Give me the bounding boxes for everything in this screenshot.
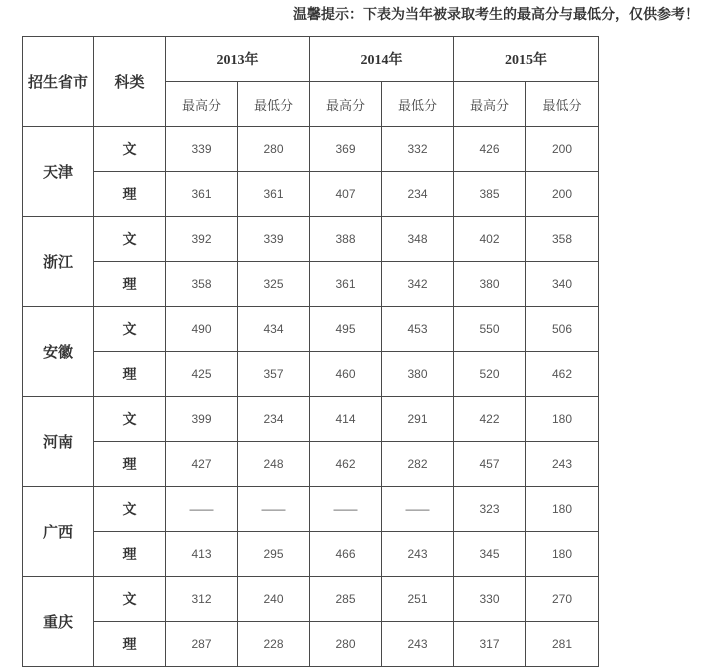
category-cell: 理 xyxy=(94,352,166,397)
max-score-cell: 361 xyxy=(310,262,382,307)
max-score-cell: 358 xyxy=(166,262,238,307)
province-cell: 重庆 xyxy=(23,577,94,667)
min-score-cell: 243 xyxy=(526,442,599,487)
min-score-cell: 342 xyxy=(382,262,454,307)
min-score-cell: 234 xyxy=(238,397,310,442)
max-score-cell: 520 xyxy=(454,352,526,397)
min-score-cell: —— xyxy=(238,487,310,532)
max-score-cell: 490 xyxy=(166,307,238,352)
min-score-cell: 243 xyxy=(382,532,454,577)
table-row xyxy=(23,442,599,487)
max-score-cell: 317 xyxy=(454,622,526,667)
max-score-cell: 312 xyxy=(166,577,238,622)
min-score-cell: 200 xyxy=(526,172,599,217)
table-row xyxy=(23,532,599,577)
min-score-cell: 340 xyxy=(526,262,599,307)
table-row xyxy=(23,352,599,397)
max-score-cell: —— xyxy=(310,487,382,532)
notice-text: 温馨提示：下表为当年被录取考生的最高分与最低分，仅供参考！ xyxy=(293,7,699,23)
min-score-cell: 357 xyxy=(238,352,310,397)
category-cell: 文 xyxy=(94,217,166,262)
min-score-cell: 251 xyxy=(382,577,454,622)
min-score-cell: 243 xyxy=(382,622,454,667)
max-score-cell: 427 xyxy=(166,442,238,487)
max-score-cell: 550 xyxy=(454,307,526,352)
table-row xyxy=(23,622,599,667)
min-score-cell: 291 xyxy=(382,397,454,442)
header-year-2013: 2013年 xyxy=(166,37,310,82)
category-cell: 理 xyxy=(94,622,166,667)
min-score-cell: 270 xyxy=(526,577,599,622)
max-score-cell: 495 xyxy=(310,307,382,352)
admission-scores-table xyxy=(22,36,599,667)
min-score-cell: 358 xyxy=(526,217,599,262)
min-score-cell: —— xyxy=(382,487,454,532)
min-score-cell: 462 xyxy=(526,352,599,397)
min-score-cell: 361 xyxy=(238,172,310,217)
max-score-cell: 385 xyxy=(454,172,526,217)
min-score-cell: 295 xyxy=(238,532,310,577)
max-score-cell: 422 xyxy=(454,397,526,442)
table-row xyxy=(23,487,599,532)
max-score-cell: 402 xyxy=(454,217,526,262)
category-cell: 文 xyxy=(94,577,166,622)
max-score-cell: 369 xyxy=(310,127,382,172)
category-cell: 理 xyxy=(94,172,166,217)
min-score-cell: 506 xyxy=(526,307,599,352)
category-cell: 文 xyxy=(94,127,166,172)
category-cell: 文 xyxy=(94,397,166,442)
table-row xyxy=(23,577,599,622)
header-min: 最低分 xyxy=(526,82,599,127)
province-cell: 浙江 xyxy=(23,217,94,307)
max-score-cell: 361 xyxy=(166,172,238,217)
max-score-cell: 413 xyxy=(166,532,238,577)
max-score-cell: 330 xyxy=(454,577,526,622)
header-max: 最高分 xyxy=(166,82,238,127)
table-row xyxy=(23,127,599,172)
category-cell: 理 xyxy=(94,442,166,487)
table-row xyxy=(23,307,599,352)
header-min: 最低分 xyxy=(382,82,454,127)
header-min: 最低分 xyxy=(238,82,310,127)
min-score-cell: 332 xyxy=(382,127,454,172)
max-score-cell: 287 xyxy=(166,622,238,667)
max-score-cell: 339 xyxy=(166,127,238,172)
max-score-cell: 392 xyxy=(166,217,238,262)
max-score-cell: 380 xyxy=(454,262,526,307)
min-score-cell: 180 xyxy=(526,487,599,532)
max-score-cell: 426 xyxy=(454,127,526,172)
min-score-cell: 228 xyxy=(238,622,310,667)
min-score-cell: 248 xyxy=(238,442,310,487)
table-row xyxy=(23,172,599,217)
max-score-cell: —— xyxy=(166,487,238,532)
category-cell: 文 xyxy=(94,487,166,532)
table-row xyxy=(23,217,599,262)
max-score-cell: 462 xyxy=(310,442,382,487)
table-row xyxy=(23,397,599,442)
min-score-cell: 339 xyxy=(238,217,310,262)
min-score-cell: 234 xyxy=(382,172,454,217)
min-score-cell: 325 xyxy=(238,262,310,307)
max-score-cell: 388 xyxy=(310,217,382,262)
max-score-cell: 399 xyxy=(166,397,238,442)
min-score-cell: 281 xyxy=(526,622,599,667)
min-score-cell: 348 xyxy=(382,217,454,262)
min-score-cell: 282 xyxy=(382,442,454,487)
max-score-cell: 425 xyxy=(166,352,238,397)
province-cell: 安徽 xyxy=(23,307,94,397)
header-province: 招生省市 xyxy=(23,37,94,127)
header-row-years xyxy=(23,37,599,82)
table-row xyxy=(23,262,599,307)
category-cell: 理 xyxy=(94,262,166,307)
min-score-cell: 180 xyxy=(526,532,599,577)
province-cell: 河南 xyxy=(23,397,94,487)
max-score-cell: 323 xyxy=(454,487,526,532)
table-body xyxy=(23,127,599,667)
min-score-cell: 380 xyxy=(382,352,454,397)
province-cell: 天津 xyxy=(23,127,94,217)
header-max: 最高分 xyxy=(454,82,526,127)
category-cell: 文 xyxy=(94,307,166,352)
max-score-cell: 460 xyxy=(310,352,382,397)
min-score-cell: 240 xyxy=(238,577,310,622)
max-score-cell: 285 xyxy=(310,577,382,622)
header-year-2014: 2014年 xyxy=(310,37,454,82)
min-score-cell: 180 xyxy=(526,397,599,442)
min-score-cell: 200 xyxy=(526,127,599,172)
min-score-cell: 280 xyxy=(238,127,310,172)
max-score-cell: 407 xyxy=(310,172,382,217)
province-cell: 广西 xyxy=(23,487,94,577)
header-max: 最高分 xyxy=(310,82,382,127)
max-score-cell: 280 xyxy=(310,622,382,667)
header-year-2015: 2015年 xyxy=(454,37,599,82)
max-score-cell: 457 xyxy=(454,442,526,487)
max-score-cell: 466 xyxy=(310,532,382,577)
min-score-cell: 434 xyxy=(238,307,310,352)
max-score-cell: 414 xyxy=(310,397,382,442)
header-category: 科类 xyxy=(94,37,166,127)
category-cell: 理 xyxy=(94,532,166,577)
max-score-cell: 345 xyxy=(454,532,526,577)
min-score-cell: 453 xyxy=(382,307,454,352)
